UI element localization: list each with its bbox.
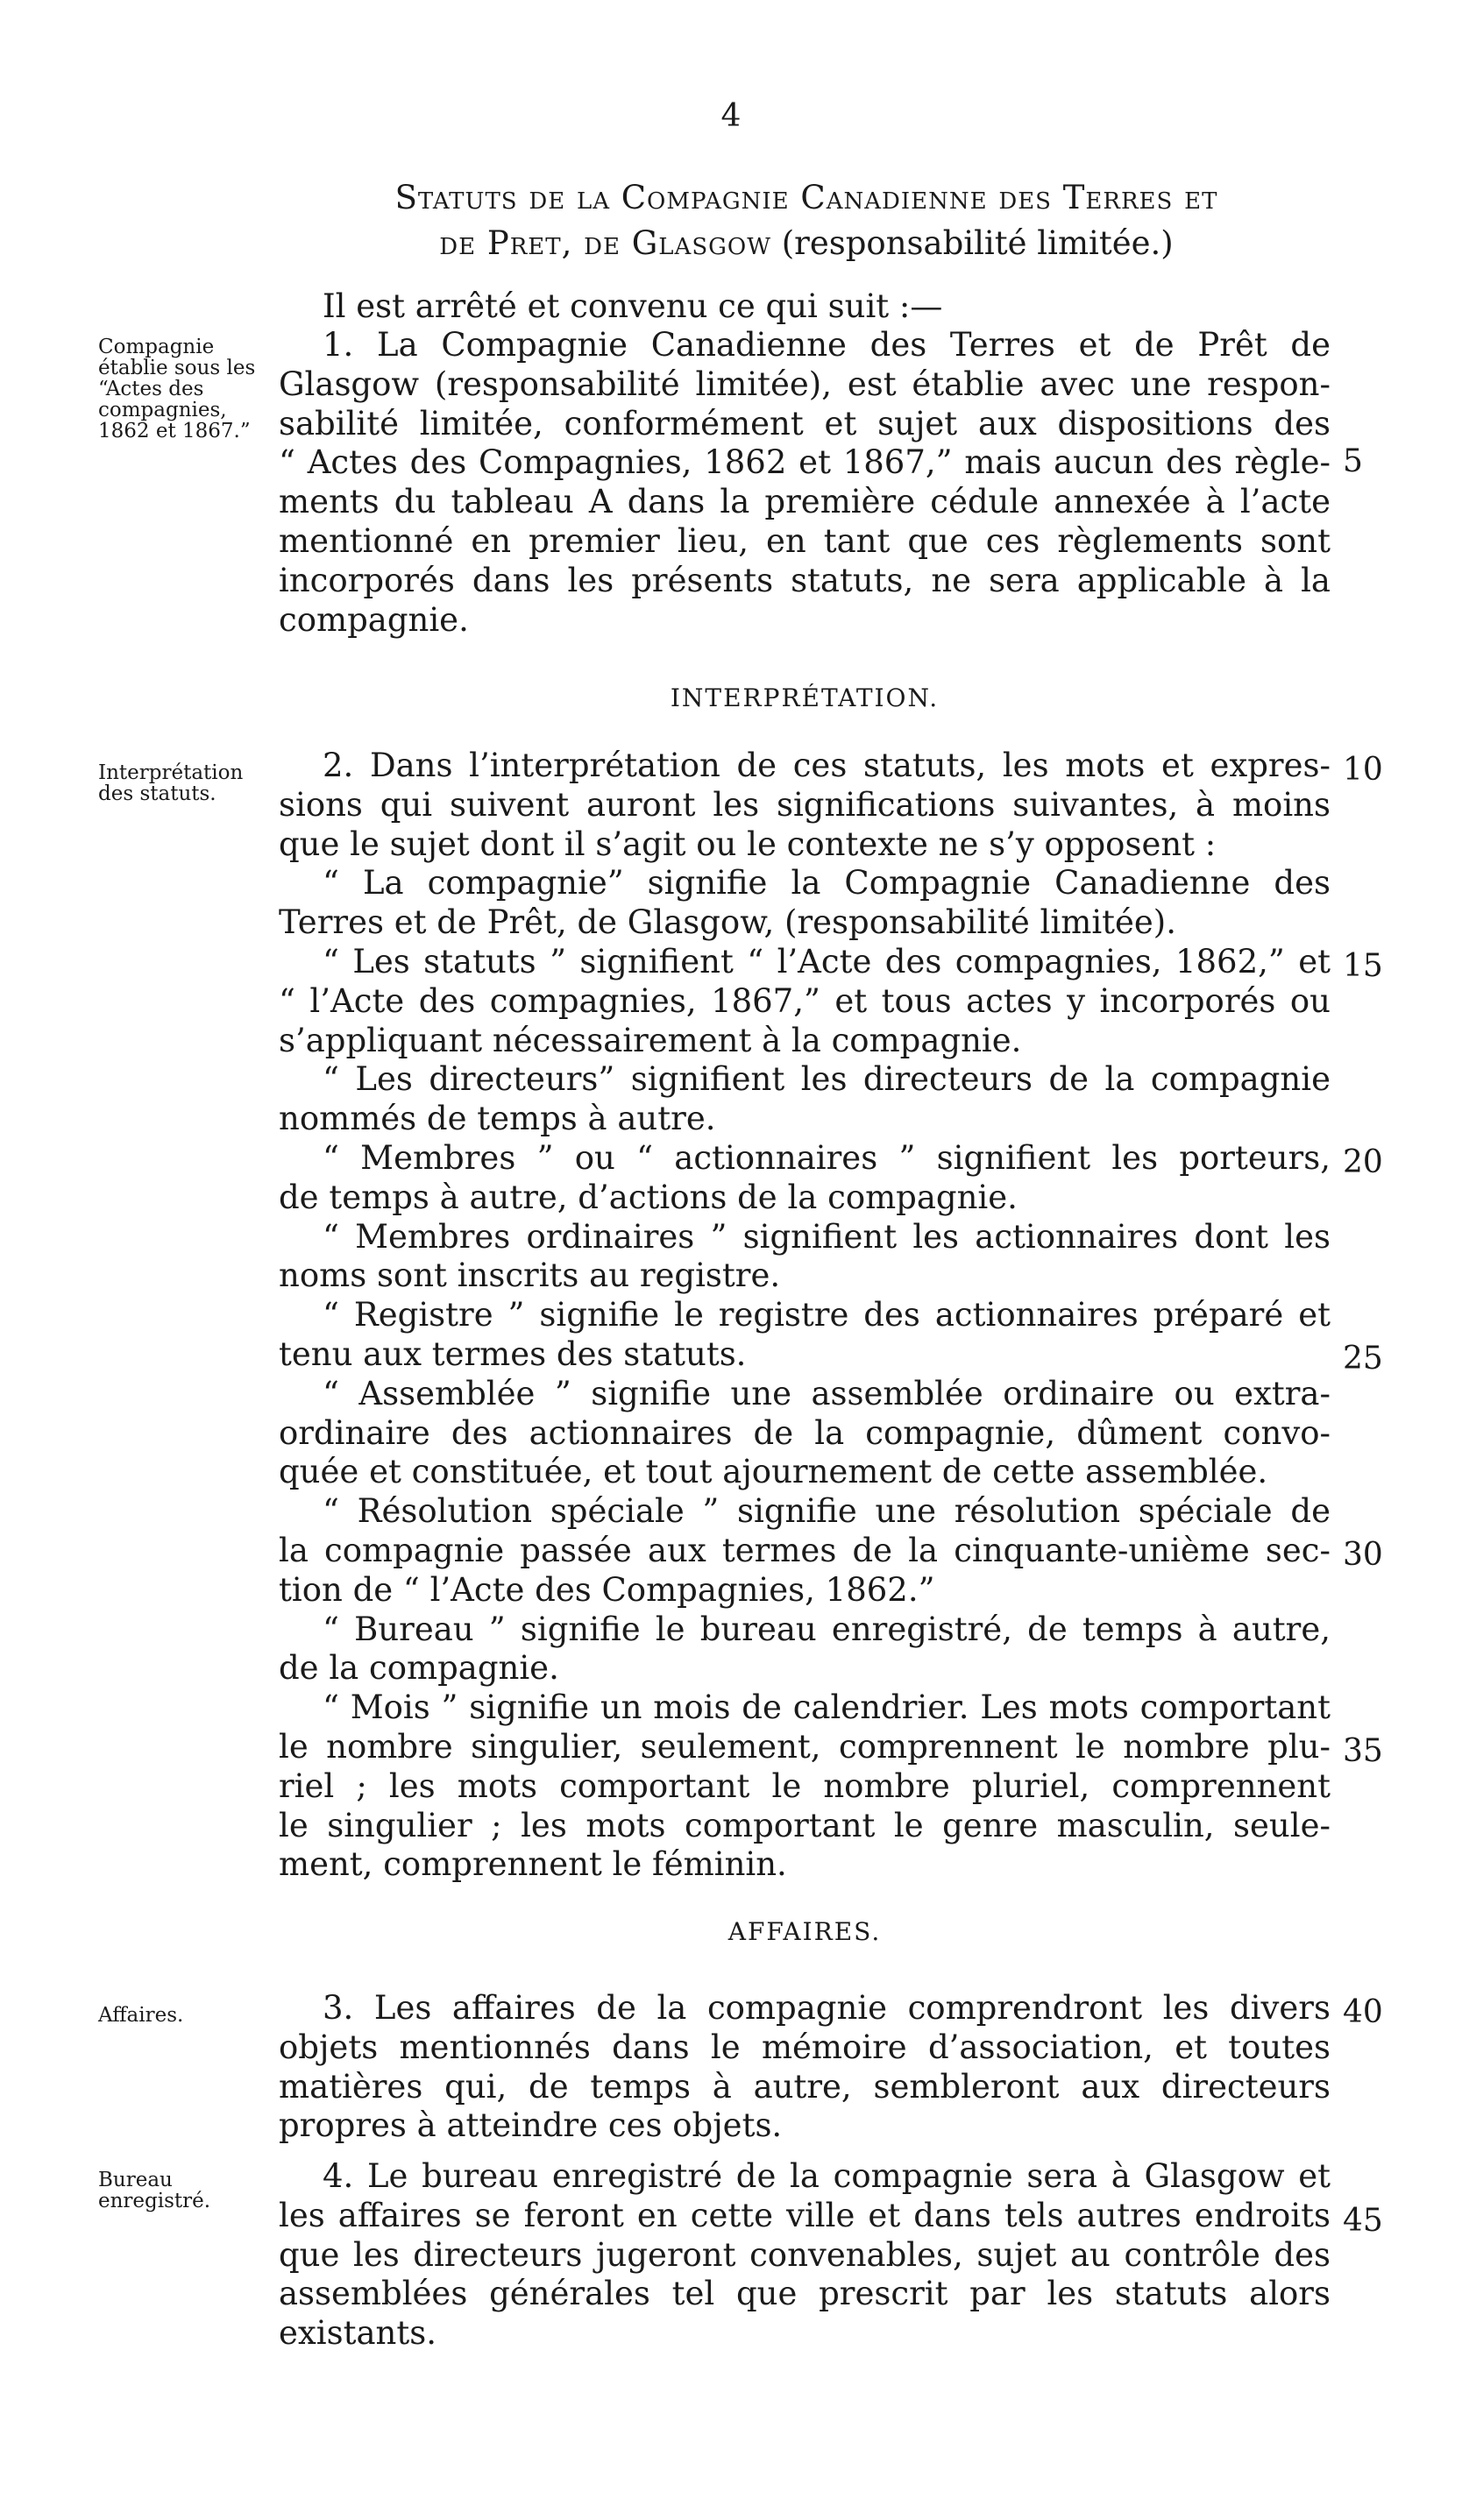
heading-interpretation: INTERPRÉTATION. [670,683,940,712]
s1-line: “ Actes des Compagnies, 1862 et 1867,” mais aucun des règle- [279,443,1331,482]
s2-line: noms sont inscrits au registre. [279,1256,781,1295]
title-line-1: Statuts de la Compagnie Canadienne des Terres et [394,179,1218,216]
intro-text [279,287,1331,327]
s2-line: tenu aux termes des statuts. [279,1334,747,1373]
line-number: 25 [1343,1341,1383,1377]
s4-line: assemblées générales tel que prescrit par les statuts alors [279,2275,1331,2313]
s3-line: matières qui, de temps à autre, sembleront aux directeurs [279,2067,1331,2106]
intro-line: Il est arrêté et convenu ce qui suit :— [323,287,943,325]
s1-line: Glasgow (responsabilité limitée), est établie avec une respon- [279,365,1331,403]
s2-line: “ Membres ” ou “ actionnaires ” signifient les porteurs, [323,1138,1331,1177]
s2-line: quée et constituée, et tout ajournement de cette assemblée. [279,1453,1268,1491]
heading-affaires: AFFAIRES. [727,1917,882,1946]
title-line-2-smallcaps: de Pret, de Glasgow [439,224,771,262]
s1-line: sabilité limitée, conformément et sujet aux dispositions des [279,404,1331,442]
margin-note-s4: Bureau enregistré. [98,2169,211,2212]
s1-line: incorporés dans les présents statuts, ne sera applicable à la [279,561,1331,599]
s2-line: “ Membres ordinaires ” signifient les actionnaires dont les [323,1217,1331,1256]
s4-line: existants. [279,2314,436,2353]
s2-line: de temps à autre, d’actions de la compagnie. [279,1178,1018,1216]
margin-note-s3: Affaires. [98,2004,184,2027]
page-number: 4 [720,98,742,134]
s2-line: s’appliquant nécessairement à la compagnie. [279,1021,1022,1059]
margin-note-s1: Compagnie établie sous les “Actes des compagnies, 1862 et 1867.” [98,336,256,442]
s2-line: “ Bureau ” signifie le bureau enregistré, de temps à autre, [323,1610,1331,1648]
line-number: 10 [1343,752,1383,788]
s2-line: “ La compagnie” signifie la Compagnie Canadienne des [323,864,1331,903]
line-number: 45 [1343,2203,1383,2239]
s2-line: “ Les directeurs” signifient les directeurs de la compagnie [323,1060,1331,1099]
section-3 [279,1989,1331,2146]
s2-line: “ Assemblée ” signifie une assemblée ordinaire ou extra- [323,1374,1331,1412]
s2-line: “ Registre ” signifie le registre des actionnaires préparé et [323,1296,1331,1334]
s2-line: “ l’Acte des compagnies, 1867,” et tous actes y incorporés ou [279,981,1331,1020]
s2-line: ordinaire des actionnaires de la compagnie, dûment convo- [279,1413,1331,1452]
s2-line: “ Mois ” signifie un mois de calendrier. Les mots comportant [323,1688,1331,1727]
s2-line: “ Les statuts ” signifient “ l’Acte des compagnies, 1862,” et [323,942,1331,980]
s2-line: ment, comprennent le féminin. [279,1845,787,1884]
line-number: 40 [1343,1994,1383,2030]
margin-note-s2: Interprétation des statuts. [98,761,244,805]
s3-line: objets mentionnés dans le mémoire d’association, et toutes [279,2028,1331,2066]
s2-line: que le sujet dont il s’agit ou le contexte ne s’y opposent : [279,825,1217,863]
title-line-2 [263,221,1350,266]
s4-line: que les directeurs jugeront convenables, sujet au contrôle des [279,2235,1331,2274]
s1-line: compagnie. [279,600,469,639]
line-number: 30 [1343,1537,1383,1573]
s2-line: nommés de temps à autre. [279,1100,716,1138]
s2-line: le nombre singulier, seulement, comprennent le nombre plu- [279,1727,1331,1766]
title-line-2-plain: (responsabilité limitée.) [770,224,1174,262]
s1-line: 1. La Compagnie Canadienne des Terres et de Prêt de [323,326,1331,364]
section-4 [279,2157,1331,2354]
line-number: 35 [1343,1733,1383,1769]
page-title [263,175,1350,266]
s2-line: de la compagnie. [279,1649,559,1688]
s2-line: la compagnie passée aux termes de la cinquante-unième sec- [279,1531,1331,1569]
s4-line: les affaires se feront en cette ville et dans tels autres endroits [279,2196,1331,2234]
section-1 [279,326,1331,640]
s1-line: ments du tableau A dans la première cédule annexée à l’acte [279,483,1331,521]
s1-line: mentionné en premier lieu, en tant que ces règlements sont [279,521,1331,560]
s2-line: tion de “ l’Acte des Compagnies, 1862.” [279,1570,935,1609]
s4-line: 4. Le bureau enregistré de la compagnie sera à Glasgow et [323,2157,1331,2195]
line-number: 15 [1343,948,1383,984]
section-2 [279,747,1331,1885]
s2-line: le singulier ; les mots comportant le genre masculin, seule- [279,1806,1331,1844]
s2-line: Terres et de Prêt, de Glasgow, (responsabilité limitée). [279,903,1177,942]
s2-line: riel ; les mots comportant le nombre pluriel, comprennent [279,1766,1331,1805]
s3-line: propres à atteindre ces objets. [279,2106,783,2145]
s3-line: 3. Les affaires de la compagnie comprendront les divers [323,1989,1331,2027]
s2-line: “ Résolution spéciale ” signifie une résolution spéciale de [323,1492,1331,1531]
s2-line: 2. Dans l’interprétation de ces statuts, les mots et expres- [323,747,1331,784]
line-number: 20 [1343,1144,1383,1180]
s2-line: sions qui suivent auront les significations suivantes, à moins [279,785,1331,824]
line-number: 5 [1343,443,1363,479]
